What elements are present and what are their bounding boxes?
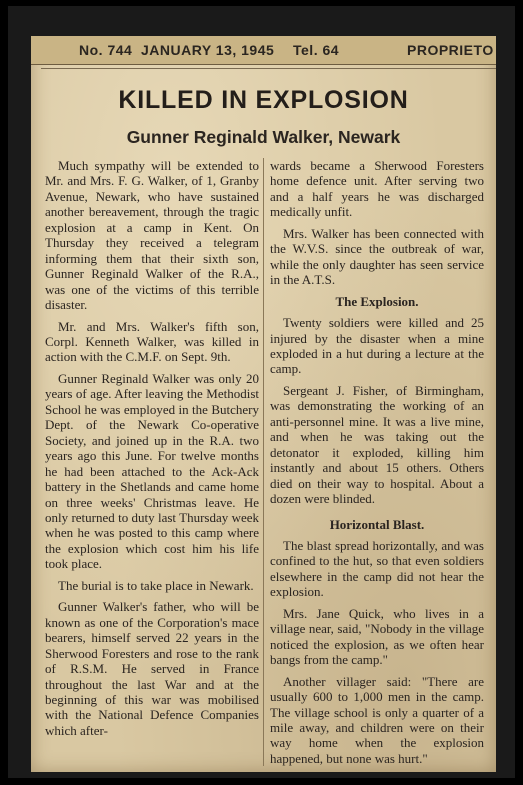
column2-paragraph: wards became a Sherwood Foresters home defence unit. After serving two and a half years he was discharged medically unfit. bbox=[270, 158, 484, 220]
column2-paragraph: The blast spread horizontally, and was confined to the hut, so that even soldiers elsewhere in the camp did not hear the explosion. bbox=[270, 537, 484, 600]
column-1 bbox=[45, 158, 259, 744]
column-divider bbox=[263, 158, 264, 766]
issue-date: JANUARY 13, 1945 bbox=[141, 42, 275, 58]
column2-paragraph: Mrs. Walker has been connected with the W.V.S. since the outbreak of war, while the only daughter has seen service in the A.T.S. bbox=[270, 225, 484, 288]
proprietor-label: PROPRIETO bbox=[407, 42, 494, 58]
masthead-strip bbox=[31, 36, 496, 65]
column2-paragraph: Another villager said: "There are usually 600 to 1,000 men in the camp. The village school is only a quarter of a mile away, and children were on their way home when the explosion happened, but none was hurt." bbox=[270, 673, 484, 766]
telephone: Tel. 64 bbox=[293, 42, 340, 58]
column-2 bbox=[270, 158, 484, 772]
newspaper-clipping bbox=[31, 36, 496, 772]
column2-paragraph: Sergeant J. Fisher, of Birmingham, was demonstrating the working of an anti-personnel mine. It was a live mine, and when he was taking out the detonator it exploded, killing him instantly and about 15 others. Others died on their way to hospital. About a dozen were blinded. bbox=[270, 382, 484, 507]
column1-paragraph: The burial is to take place in Newark. bbox=[58, 577, 254, 593]
column1-paragraph: Much sympathy will be extended to Mr. and Mrs. F. G. Walker, of 1, Granby Avenue, Newark, who have sustained another bereavement, through the tragic explosion at a camp in Kent. On Thursday they received a telegram informing them that their sixth son, Gunner Reginald Walker of the R.A., was one of the victims of this terrible disaster. bbox=[45, 158, 259, 313]
section-heading-explosion: The Explosion. bbox=[335, 293, 419, 309]
headline: KILLED IN EXPLOSION bbox=[118, 86, 409, 114]
column1-paragraph: Gunner Reginald Walker was only 20 years of age. After leaving the Methodist School he was employed in the Butchery Dept. of the Newark Co-operative Society, and joined up in the R.A. two years ago this June. For twelve months he had been attached to the Ack-Ack battery in the Shetlands and came home on three weeks' Christmas leave. He only returned to duty last Thursday week when he was posted to this camp where the explosion which cost him his life took place. bbox=[45, 370, 259, 572]
column1-paragraph: Mr. and Mrs. Walker's fifth son, Corpl. Kenneth Walker, was killed in action with the C.M.F. on Sept. 9th. bbox=[45, 318, 259, 365]
scan-frame bbox=[8, 6, 515, 778]
column2-paragraph: Twenty soldiers were killed and 25 injured by the disaster when a mine exploded in a hut during a lecture at the camp. bbox=[270, 315, 484, 377]
section-heading-horizontal-blast: Horizontal Blast. bbox=[329, 516, 425, 532]
subheadline: Gunner Reginald Walker, Newark bbox=[126, 127, 401, 147]
issue-number: No. 744 bbox=[79, 42, 133, 58]
column2-paragraph: Mrs. Jane Quick, who lives in a village near, said, "Nobody in the village noticed the explosion, as we often hear bangs from the camp." bbox=[270, 605, 484, 668]
masthead-rule bbox=[41, 68, 496, 69]
column1-paragraph: Gunner Walker's father, who will be known as one of the Corporation's mace bearers, himself served 22 years in the Sherwood Foresters and rose to the rank of R.S.M. He served in France throughout the last War and at the beginning of this war was mobilised with the National Defence Companies which after- bbox=[45, 599, 259, 738]
